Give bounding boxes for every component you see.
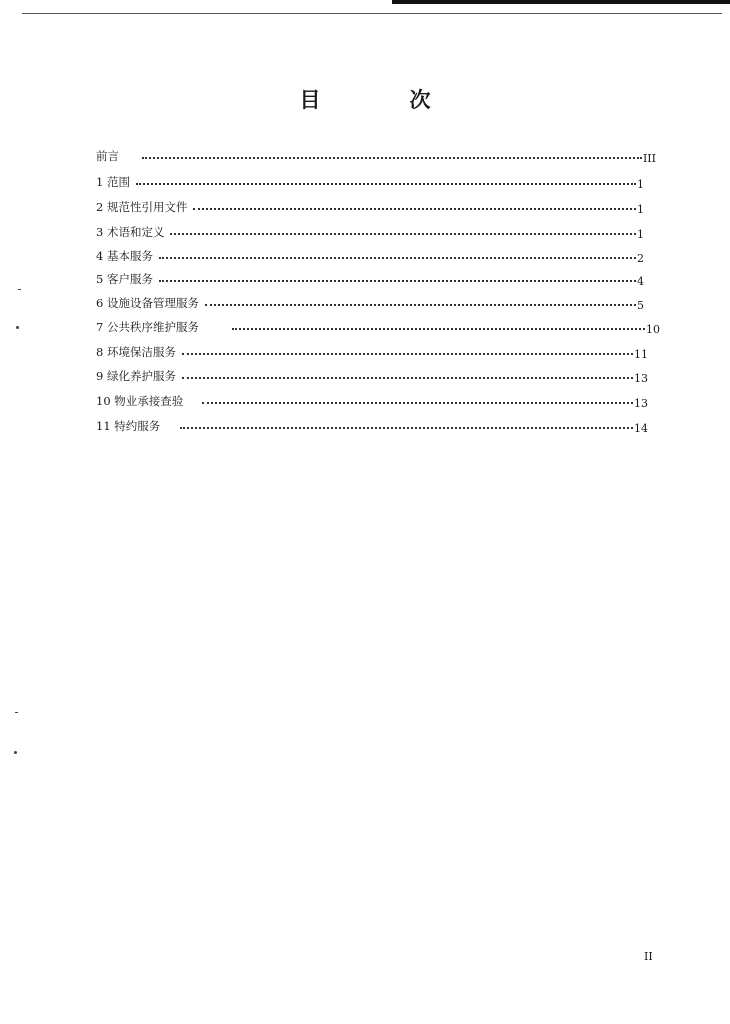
toc-entry bbox=[96, 198, 644, 214]
toc-entry-page: 10 bbox=[646, 323, 660, 336]
toc-entry bbox=[96, 417, 648, 433]
page-title: 目 次 bbox=[299, 88, 465, 112]
toc-entry bbox=[96, 392, 648, 408]
scan-speck bbox=[15, 712, 18, 713]
toc-dot-leader bbox=[142, 157, 642, 159]
toc-dot-leader bbox=[182, 377, 633, 379]
toc-entry-label: 9 绿化养护服务 bbox=[96, 369, 176, 383]
toc-entry-label: 7 公共秩序维护服务 bbox=[96, 320, 199, 334]
toc-entry bbox=[96, 173, 644, 189]
toc-entry-page: 1 bbox=[637, 203, 644, 216]
toc-entry-label: 4 基本服务 bbox=[96, 249, 153, 263]
toc-entry-page: III bbox=[642, 152, 656, 165]
toc-dot-leader bbox=[232, 328, 645, 330]
toc-entry-page: 1 bbox=[637, 178, 644, 191]
toc-dot-leader bbox=[182, 353, 633, 355]
toc-entry bbox=[96, 223, 644, 239]
toc-dot-leader bbox=[205, 304, 636, 306]
toc-entry-page: 4 bbox=[637, 275, 644, 288]
toc-entry-page: 13 bbox=[634, 372, 648, 385]
toc-entry bbox=[96, 318, 660, 334]
toc-entry bbox=[96, 343, 648, 359]
toc-entry-label: 11 特约服务 bbox=[96, 419, 161, 433]
toc-entry-label: 1 范围 bbox=[96, 175, 130, 189]
toc-entry-page: 11 bbox=[634, 348, 648, 361]
scan-speck bbox=[16, 326, 19, 329]
toc-dot-leader bbox=[136, 183, 636, 185]
toc-dot-leader bbox=[193, 208, 636, 210]
toc-entry-label: 10 物业承接查验 bbox=[96, 394, 184, 408]
toc-entry-label: 3 术语和定义 bbox=[96, 225, 165, 239]
toc-entry-label: 5 客户服务 bbox=[96, 272, 153, 286]
toc-entry-label: 6 设施设备管理服务 bbox=[96, 296, 199, 310]
scan-speck bbox=[14, 751, 17, 754]
toc-dot-leader bbox=[170, 233, 636, 235]
scan-speck bbox=[18, 289, 21, 290]
toc-entry bbox=[96, 367, 648, 383]
toc-dot-leader bbox=[159, 257, 636, 259]
toc-entry bbox=[96, 294, 644, 310]
toc-entry-page: 14 bbox=[634, 422, 648, 435]
toc-entry bbox=[96, 147, 656, 163]
toc-entry-page: 2 bbox=[637, 252, 644, 265]
toc-entry-page: 5 bbox=[637, 299, 644, 312]
toc-dot-leader bbox=[180, 427, 633, 429]
toc-dot-leader bbox=[202, 402, 633, 404]
toc-entry bbox=[96, 247, 644, 263]
toc-dot-leader bbox=[159, 280, 636, 282]
page-number: II bbox=[644, 950, 653, 963]
toc-entry-page: 1 bbox=[637, 228, 644, 241]
toc-entry bbox=[96, 270, 644, 286]
toc-entry-label: 前言 bbox=[96, 149, 119, 163]
toc-entry-label: 8 环境保洁服务 bbox=[96, 345, 176, 359]
toc-entry-label: 2 规范性引用文件 bbox=[96, 200, 188, 214]
toc-entry-page: 13 bbox=[634, 397, 648, 410]
